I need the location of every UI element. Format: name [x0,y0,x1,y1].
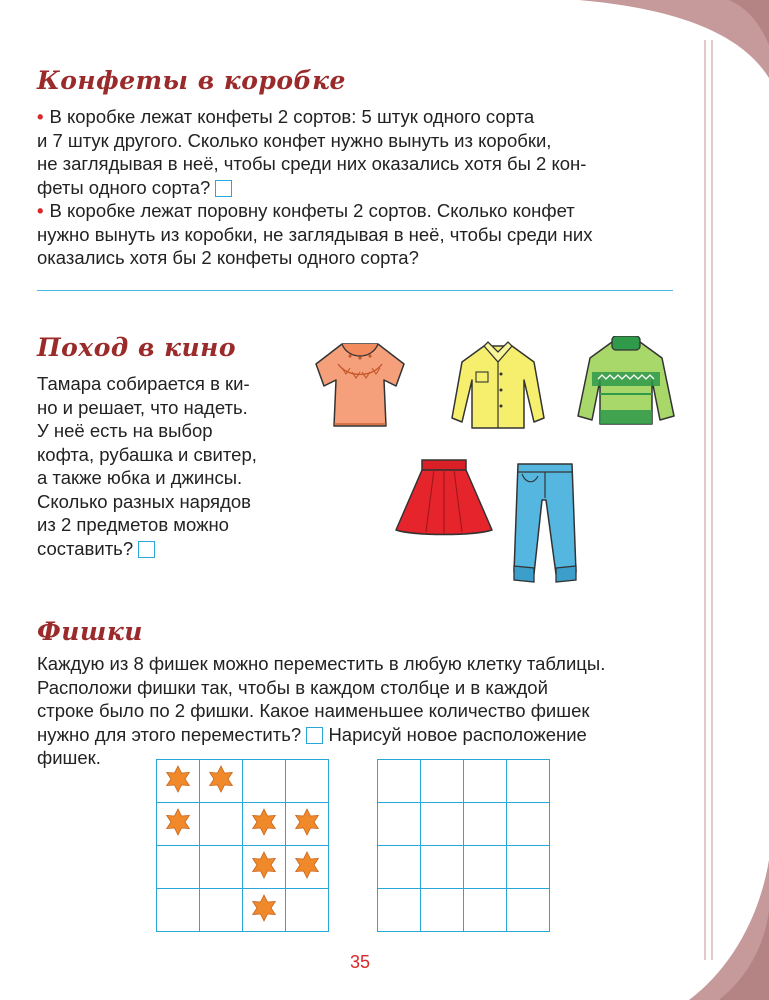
grid-cell[interactable] [421,760,464,803]
section-title-chips: Фишки [37,617,143,646]
grid-cell[interactable] [378,760,421,803]
text-line: но и решает, что надеть. [37,396,248,418]
jeans-icon [512,460,578,588]
grid-cell [286,889,329,932]
grid-cell[interactable] [378,846,421,889]
grid-cell[interactable] [378,803,421,846]
section-title-cinema: Поход в кино [37,333,237,362]
grid-cell [157,803,200,846]
text-line: и 7 штук другого. Сколько конфет нужно вынуть из коробки, [37,129,552,151]
chip-grid-answer[interactable] [377,759,550,932]
page-number: 35 [349,952,371,972]
text-line: фишек. [37,747,101,768]
text-line: Сколько разных нарядов [37,490,251,512]
text-line: Каждую из 8 фишек можно переместить в любую клетку таблицы. [37,653,606,674]
text-line: В коробке лежат поровну конфеты 2 сортов. Сколько конфет [49,200,575,221]
grid-cell[interactable] [464,803,507,846]
grid-cell[interactable] [507,803,550,846]
text-line: оказались хотя бы 2 конфеты одного сорта? [37,247,419,268]
section-divider [37,290,673,291]
grid-row [378,803,550,846]
chip-star-icon [250,909,278,926]
grid-cell[interactable] [421,889,464,932]
grid-row [157,760,329,803]
chip-star-icon [207,780,235,797]
section-title-candy: Конфеты в коробке [37,66,346,95]
grid-cell [243,760,286,803]
blouse-icon [312,338,408,430]
grid-cell [200,760,243,803]
chip-star-icon [164,780,192,797]
text-line: нужно вынуть из коробки, не заглядывая в неё, чтобы среди них [37,223,593,245]
chip-star-icon [250,823,278,840]
skirt-icon [394,456,494,538]
grid-cell[interactable] [464,846,507,889]
grid-cell[interactable] [464,760,507,803]
grid-cell [243,803,286,846]
text-line: не заглядывая в неё, чтобы среди них оказались хотя бы 2 кон- [37,153,587,174]
grid-row [378,760,550,803]
grid-cell [243,889,286,932]
grid-cell[interactable] [507,846,550,889]
grid-row [157,889,329,932]
text-line: Нарисуй новое расположение [328,723,587,745]
candy-problem-2 [37,199,677,270]
grid-cell [286,803,329,846]
chip-star-icon [250,866,278,883]
chip-star-icon [293,866,321,883]
cinema-problem [37,372,287,560]
chip-star-icon [293,823,321,840]
text-line: нужно для этого переместить? [37,723,302,745]
text-line: строке было по 2 фишки. Какое наименьшее количество фишек [37,700,590,721]
grid-cell [286,760,329,803]
text-line: феты одного сорта? [37,176,211,198]
text-line: составить? [37,537,134,559]
grid-cell [200,803,243,846]
grid-row [378,846,550,889]
chips-problem [37,652,677,770]
shirt-icon [448,340,548,432]
chip-grid-original [156,759,329,932]
sweater-icon [576,336,676,428]
grid-cell[interactable] [464,889,507,932]
candy-problem-1 [37,105,677,199]
grid-cell[interactable] [421,846,464,889]
grid-cell [200,889,243,932]
bullet: • [37,200,44,221]
text-line: Расположи фишки так, чтобы в каждом столбце и в каждой [37,676,548,698]
grid-cell[interactable] [378,889,421,932]
text-line: Тамара собирается в ки- [37,373,250,394]
chip-star-icon [164,823,192,840]
grid-row [378,889,550,932]
grid-cell [243,846,286,889]
bullet: • [37,106,44,127]
grid-cell [286,846,329,889]
text-line: кофта, рубашка и свитер, [37,443,257,465]
grid-cell[interactable] [507,760,550,803]
grid-row [157,803,329,846]
answer-box-cinema[interactable] [138,541,155,558]
grid-cell[interactable] [421,803,464,846]
grid-cell [157,846,200,889]
text-line: В коробке лежат конфеты 2 сортов: 5 штук одного сорта [49,106,535,127]
answer-box-candy-1[interactable] [215,180,232,197]
grid-cell [157,760,200,803]
grid-cell [157,889,200,932]
grid-cell [200,846,243,889]
text-line: У неё есть на выбор [37,420,213,441]
answer-box-chips[interactable] [306,727,323,744]
grid-row [157,846,329,889]
text-line: а также юбка и джинсы. [37,467,243,488]
grid-cell[interactable] [507,889,550,932]
text-line: из 2 предметов можно [37,514,229,535]
